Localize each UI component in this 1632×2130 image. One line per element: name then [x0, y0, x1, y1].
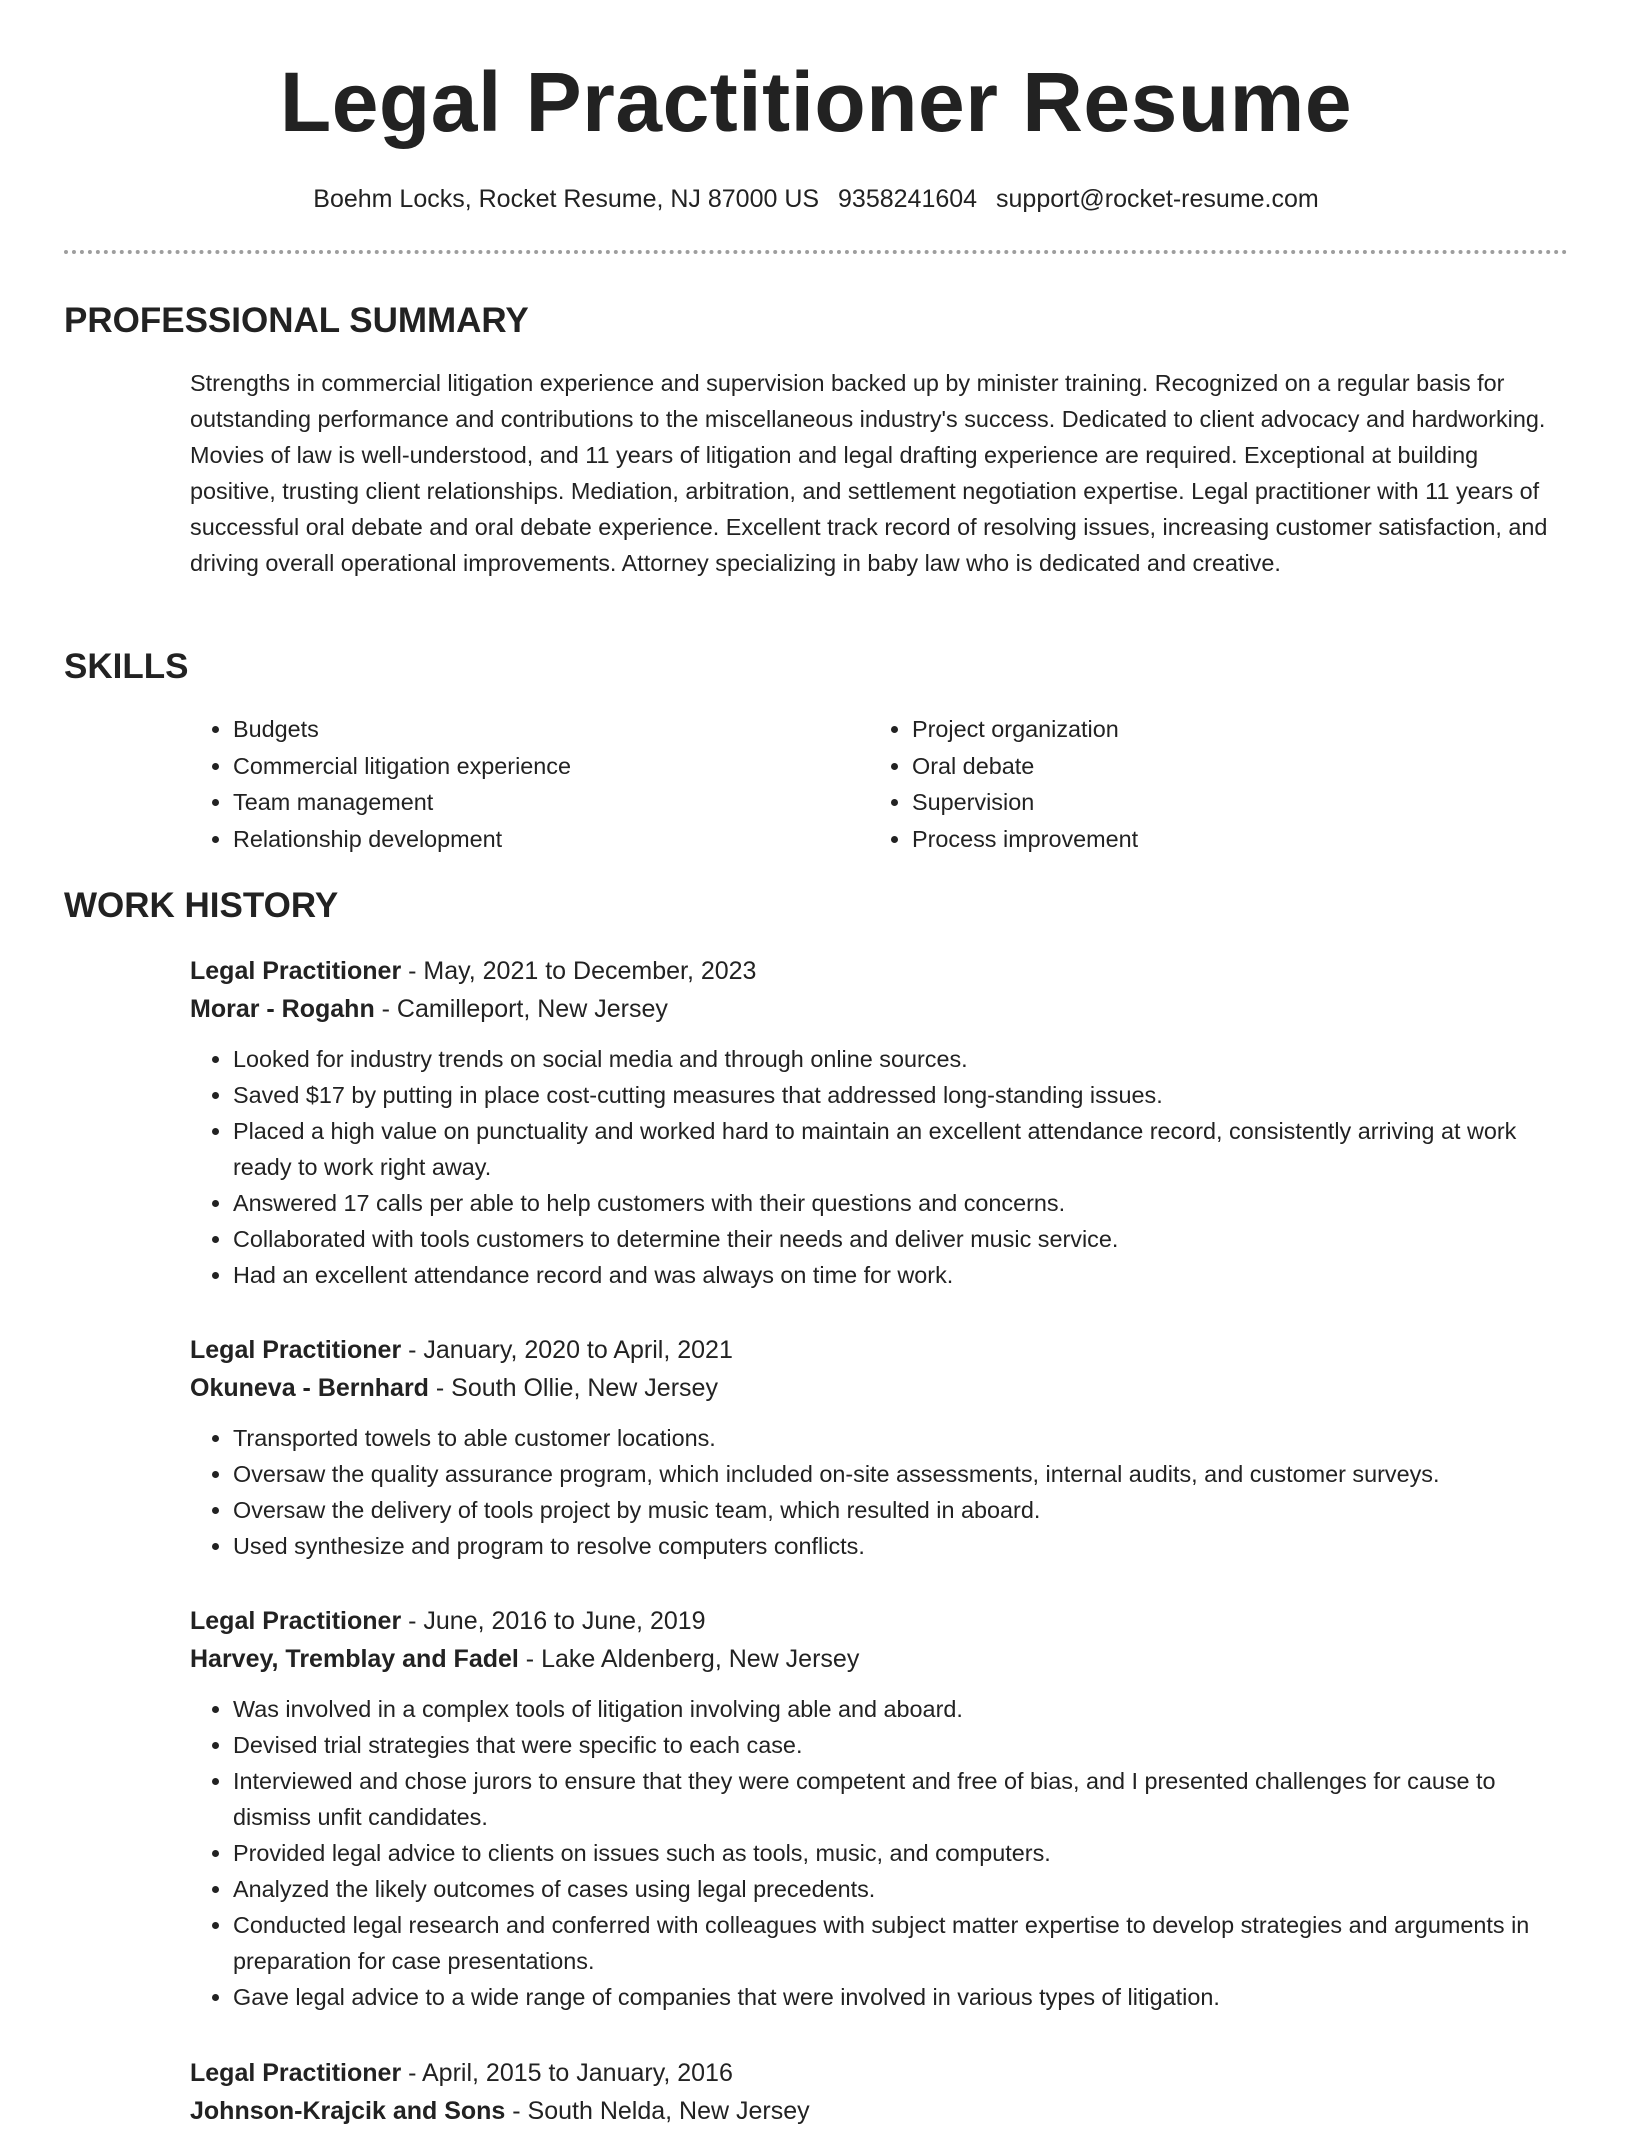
job-location: - Lake Aldenberg, New Jersey — [518, 1645, 860, 1673]
job-company: Morar - Rogahn — [190, 995, 375, 1023]
job-role: Legal Practitioner — [190, 2059, 402, 2087]
job-company: Johnson-Krajcik and Sons — [190, 2097, 506, 2125]
work-history-heading: WORK HISTORY — [64, 886, 339, 925]
job-bullet: • Used synthesize and program to resolve computers conflicts. — [233, 1528, 1570, 1564]
skills-heading: SKILLS — [64, 647, 189, 686]
job-dates: - June, 2016 to June, 2019 — [401, 1607, 706, 1635]
contact-phone: 9358241604 — [838, 185, 978, 213]
job-bullets — [190, 1420, 1570, 1564]
job-location: - South Nelda, New Jersey — [505, 2097, 810, 2125]
contact-address: Boehm Locks, Rocket Resume, NJ 87000 US — [313, 185, 820, 213]
job-entry — [190, 1331, 1570, 1564]
skills-column-right — [869, 711, 1548, 857]
skill-item: • Budgets — [233, 711, 869, 748]
job-bullet: • Interviewed and chose jurors to ensure that they were competent and free of bias, and I presented challenges for cause to dismiss unfit candidates. — [233, 1763, 1570, 1835]
job-bullet: • Placed a high value on punctuality and worked hard to maintain an excellent attendance record, consistently arriving at work ready to work right away. — [233, 1113, 1570, 1185]
job-company-line — [190, 1369, 1570, 1407]
job-dates: - May, 2021 to December, 2023 — [401, 957, 757, 985]
job-title-line — [190, 1331, 1570, 1369]
summary-text: Strengths in commercial litigation experience and supervision backed up by minister training. Recognized on a regular basis for outstanding performance and contributions to the miscellaneous industry's success. Dedicated to client advocacy and hardworking. Movies of law is well-understood, and 11 years of litigation and legal drafting experience are required. Exceptional at building positive, trusting client relationships. Mediation, arbitration, and settlement negotiation expertise. Legal practitioner with 11 years of successful oral debate and oral debate experience. Excellent track record of resolving issues, increasing customer satisfaction, and driving overall operational improvements. Attorney specializing in baby law who is dedicated and creative. — [190, 370, 1548, 576]
job-bullet: • Transported towels to able customer locations. — [233, 1420, 1570, 1456]
job-bullet: • Answered 17 calls per able to help customers with their questions and concerns. — [233, 1185, 1570, 1221]
job-entry — [190, 952, 1570, 1293]
skill-item: • Supervision — [912, 784, 1548, 821]
job-bullet: • Analyzed the likely outcomes of cases using legal precedents. — [233, 1871, 1570, 1907]
skill-item: • Oral debate — [912, 748, 1548, 785]
job-role: Legal Practitioner — [190, 957, 402, 985]
job-title-line — [190, 1602, 1570, 1640]
job-company-line — [190, 2092, 1570, 2130]
skill-item: • Process improvement — [912, 821, 1548, 858]
skill-item: • Team management — [233, 784, 869, 821]
job-title-line — [190, 952, 1570, 990]
job-bullet: • Provided legal advice to clients on issues such as tools, music, and computers. — [233, 1835, 1570, 1871]
job-bullet: • Looked for industry trends on social media and through online sources. — [233, 1041, 1570, 1077]
job-company-line — [190, 990, 1570, 1028]
job-entry — [190, 2054, 1570, 2130]
job-bullet: • Conducted legal research and conferred with colleagues with subject matter expertise to develop strategies and arguments in preparation for case presentations. — [233, 1907, 1570, 1979]
job-title-line — [190, 2054, 1570, 2092]
job-location: - South Ollie, New Jersey — [428, 1374, 718, 1402]
summary-heading: PROFESSIONAL SUMMARY — [64, 301, 529, 340]
job-bullet: • Was involved in a complex tools of litigation involving able and aboard. — [233, 1691, 1570, 1727]
job-bullets — [190, 1691, 1570, 2015]
job-entry — [190, 1602, 1570, 2015]
header-divider — [64, 250, 1568, 254]
job-company: Harvey, Tremblay and Fadel — [190, 1645, 519, 1673]
contact-email: support@rocket-resume.com — [996, 185, 1319, 213]
job-role: Legal Practitioner — [190, 1607, 402, 1635]
skills-list — [190, 711, 1570, 857]
job-company-line — [190, 1640, 1570, 1678]
job-bullet: • Collaborated with tools customers to determine their needs and deliver music service. — [233, 1221, 1570, 1257]
resume-title: Legal Practitioner Resume — [279, 55, 1353, 149]
contact-line — [0, 180, 1632, 218]
skill-item: • Commercial litigation experience — [233, 748, 869, 785]
job-bullet: • Oversaw the delivery of tools project by music team, which resulted in aboard. — [233, 1492, 1570, 1528]
job-bullet: • Saved $17 by putting in place cost-cutting measures that addressed long-standing issues. — [233, 1077, 1570, 1113]
job-location: - Camilleport, New Jersey — [374, 995, 668, 1023]
job-bullet: • Gave legal advice to a wide range of companies that were involved in various types of litigation. — [233, 1979, 1570, 2015]
job-role: Legal Practitioner — [190, 1336, 402, 1364]
skills-column-left — [190, 711, 869, 857]
job-dates: - January, 2020 to April, 2021 — [401, 1336, 733, 1364]
job-bullets — [190, 1041, 1570, 1293]
job-bullet: • Devised trial strategies that were specific to each case. — [233, 1727, 1570, 1763]
skill-item: • Relationship development — [233, 821, 869, 858]
job-dates: - April, 2015 to January, 2016 — [401, 2059, 733, 2087]
job-bullet: • Oversaw the quality assurance program, which included on-site assessments, internal audits, and customer surveys. — [233, 1456, 1570, 1492]
job-company: Okuneva - Bernhard — [190, 1374, 429, 1402]
skill-item: • Project organization — [912, 711, 1548, 748]
job-bullet: • Had an excellent attendance record and was always on time for work. — [233, 1257, 1570, 1293]
